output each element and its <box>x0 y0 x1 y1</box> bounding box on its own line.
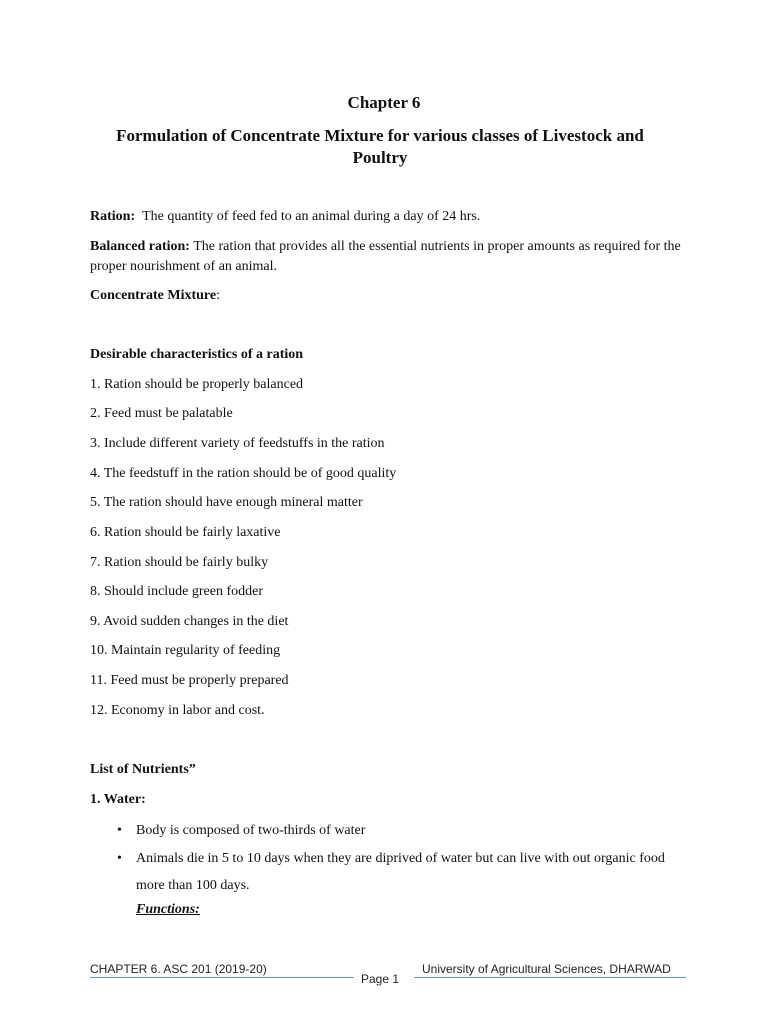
list-item: 8. Should include green fodder <box>90 584 264 599</box>
list-item: 2. Feed must be palatable <box>90 406 233 421</box>
ration-definition <box>90 207 690 227</box>
balanced-ration-term: Balanced ration: <box>90 239 190 254</box>
chapter-number: Chapter 6 <box>347 93 421 112</box>
list-item: 12. Economy in labor and cost. <box>90 703 265 718</box>
balanced-ration-text: The ration that provides all the essential nutrients in proper amounts as required for the proper nourishment of an animal. <box>90 239 681 274</box>
bullet-item: • Animals die in 5 to 10 days when they are diprived of water but can live with out organic food more than 100 days. <box>117 845 687 899</box>
bullet-icon: • <box>117 851 122 866</box>
footer-left: CHAPTER 6. ASC 201 (2019-20) <box>90 962 267 976</box>
list-item: 5. The ration should have enough mineral matter <box>90 495 363 510</box>
chapter-title: Formulation of Concentrate Mixture for various classes of Livestock and Poultry <box>116 126 644 167</box>
footer-rule-left <box>90 977 354 978</box>
concentrate-mixture-definition <box>90 286 690 306</box>
nutrients-heading: List of Nutrients” <box>90 762 196 777</box>
list-item: 1. Ration should be properly balanced <box>90 377 304 392</box>
ration-text: The quantity of feed fed to an animal during a day of 24 hrs. <box>142 209 481 224</box>
balanced-ration-definition <box>90 237 690 277</box>
list-item: 3. Include different variety of feedstuffs in the ration <box>90 436 385 451</box>
page-number: Page 1 <box>361 972 400 986</box>
list-item: 6. Ration should be fairly laxative <box>90 525 281 540</box>
footer-rule-right <box>414 977 686 978</box>
footer-right: University of Agricultural Sciences, DHARWAD <box>422 962 671 976</box>
list-item: 4. The feedstuff in the ration should be of good quality <box>90 466 397 481</box>
list-item: 9. Avoid sudden changes in the diet <box>90 614 289 629</box>
list-item: 10. Maintain regularity of feeding <box>90 643 281 658</box>
concentrate-mixture-term: Concentrate Mixture <box>90 288 217 303</box>
list-item: 11. Feed must be properly prepared <box>90 673 289 688</box>
concentrate-mixture-colon: : <box>216 288 220 303</box>
bullet-item: • Body is composed of two-thirds of water <box>117 817 687 844</box>
water-heading: 1. Water: <box>90 792 146 807</box>
bullet-icon: • <box>117 823 122 838</box>
list-item: 7. Ration should be fairly bulky <box>90 555 269 570</box>
characteristics-heading: Desirable characteristics of a ration <box>90 347 304 362</box>
ration-term: Ration: <box>90 209 136 224</box>
functions-label: Functions: <box>136 902 200 917</box>
